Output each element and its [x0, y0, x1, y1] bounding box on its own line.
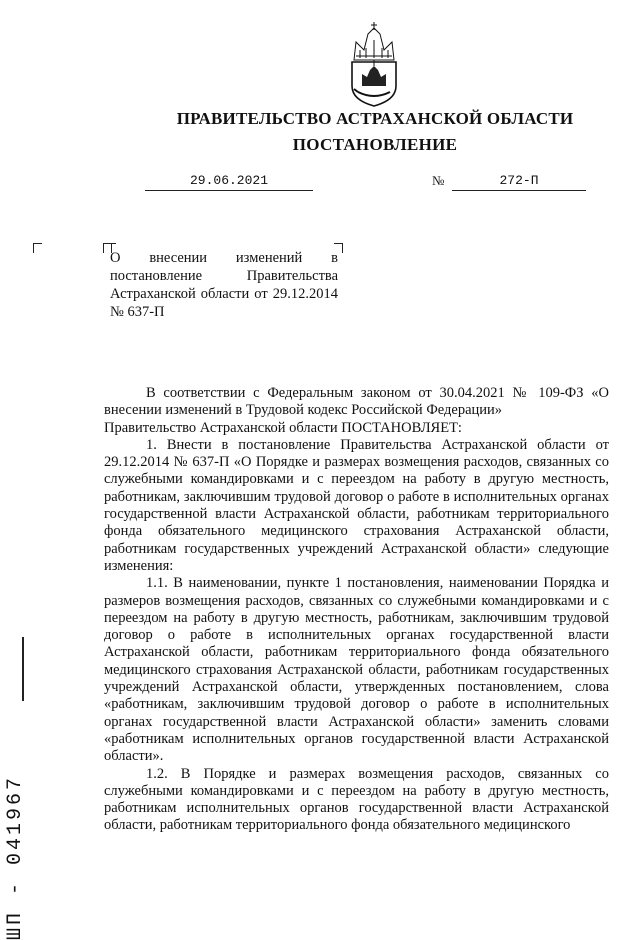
left-margin-corner-mark — [33, 243, 42, 253]
document-type: ПОСТАНОВЛЕНИЕ — [292, 135, 458, 154]
item-1-2-paragraph: 1.2. В Порядке и размерах возмещения расходов, связанных со служебными командировками и с переездом на работу в другую местность, работникам исполнительных органов государственной власти Астраханской области, работникам территориального фонда обязательного медицинского — [104, 765, 609, 834]
side-margin-line — [22, 637, 24, 701]
document-body — [104, 385, 609, 835]
date-underline — [145, 190, 313, 191]
form-serial-number — [4, 774, 34, 940]
coat-of-arms-emblem — [344, 20, 404, 108]
document-date: 29.06.2021 — [189, 173, 268, 188]
document-number: 272-П — [499, 173, 539, 188]
item-1-1-paragraph: 1.1. В наименовании, пункте 1 постановления, наименовании Порядка и размеров возмещения расходов, связанных со служебными командировками и с переездом на работу в другую местность, работникам, заключившим трудовой договор о работе в исполнительных органах государственной власти Астраханской области, работникам территориального фонда обязательного медицинского страхования Астраханской области, работникам государственных учреждений Астраханской области, утвержденных постановлением, слова «работникам, заключившим трудовой договор о работе в исполнительных органах государственной власти Астраханской области» заменить словами «работникам исполнительных органов государственной власти Астраханской области». — [104, 575, 609, 765]
number-sign: № — [432, 173, 445, 188]
item-1-paragraph: 1. Внести в постановление Правительства Астраханской области от 29.12.2014 № 637-П «О Порядке и размерах возмещения расходов, связанных со служебными командировками и с переездом на работу в другую местность, работникам, заключившим трудовой договор о работе в исполнительных органах государственной власти Астраханской области, работникам территориального фонда обязательного медицинского страхования Астраханской области, работникам государственных учреждений Астраханской области» следующие изменения: — [104, 436, 609, 574]
document-subject: О внесении изменений в постановление Правительства Астраханской области от 29.12.2014 № 637-П — [110, 250, 338, 320]
number-underline — [452, 190, 586, 191]
preamble-paragraph: В соответствии с Федеральным законом от 30.04.2021 № 109-ФЗ «О внесении изменений в Трудовой кодекс Российской Федерации» — [104, 385, 609, 419]
resolution-paragraph: Правительство Астраханской области ПОСТАНОВЛЯЕТ: — [104, 419, 462, 436]
serial-text: ШП - 041967 — [4, 774, 27, 940]
organization-title: ПРАВИТЕЛЬСТВО АСТРАХАНСКОЙ ОБЛАСТИ — [176, 109, 574, 128]
